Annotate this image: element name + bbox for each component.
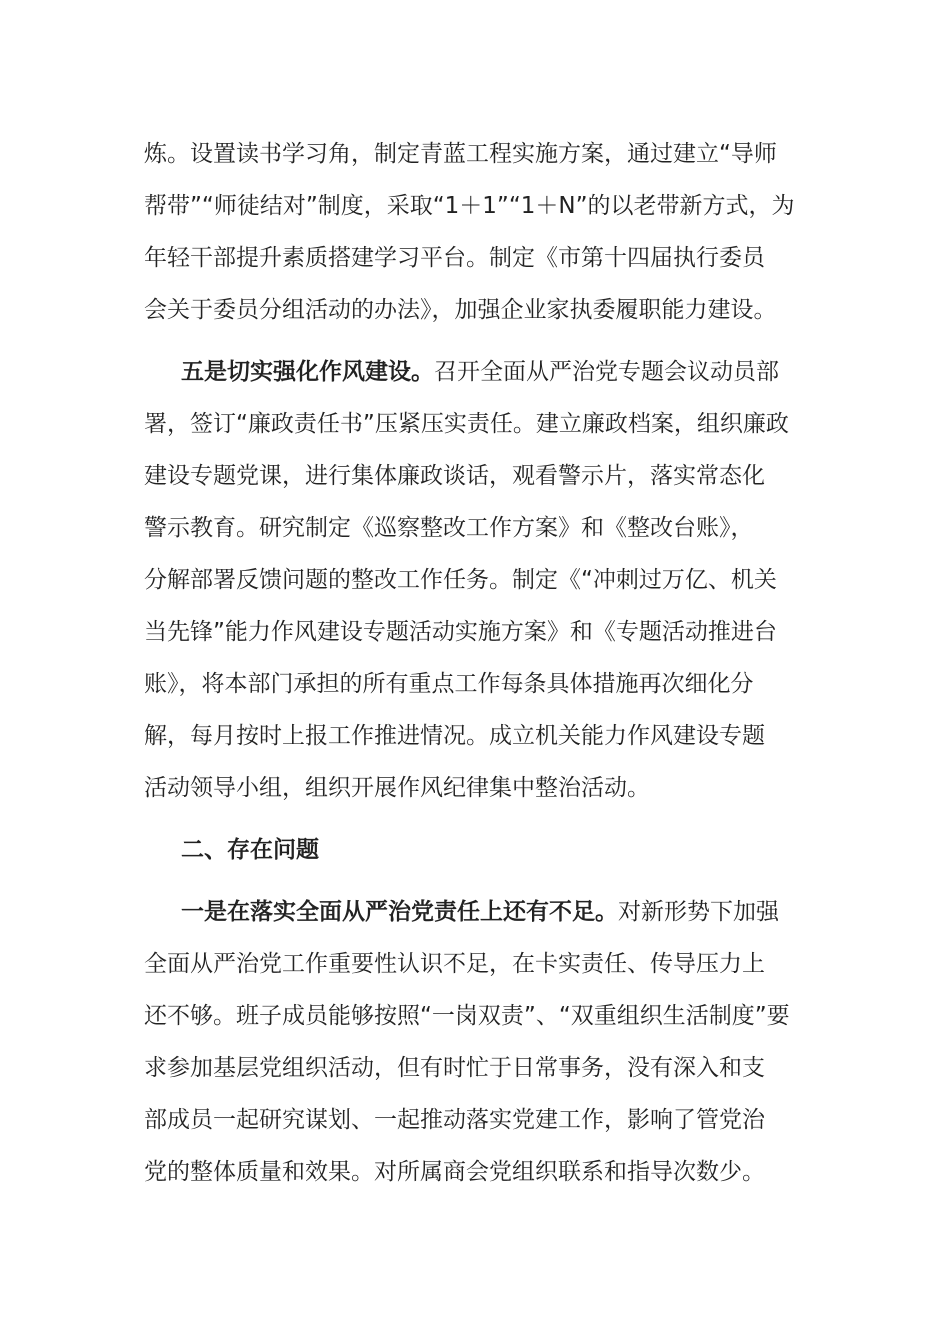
text-line: 还不够。班子成员能够按照“一岗双责”、“双重组织生活制度”要 (144, 1003, 790, 1029)
section-heading-block (144, 824, 806, 876)
text-line-first (144, 886, 806, 938)
text-line: 年轻干部提升素质搭建学习平台。制定《市第十四届执行委员 (144, 245, 765, 271)
text-line: 署，签订“廉政责任书”压紧压实责任。建立廉政档案，组织廉政 (144, 411, 789, 437)
text-line: 账》，将本部门承担的所有重点工作每条具体措施再次细化分 (144, 671, 754, 697)
text-line: 全面从严治党工作重要性认识不足，在卡实责任、传导压力上 (144, 951, 765, 977)
paragraph-heading: 五是切实强化作风建设。 (181, 359, 434, 385)
paragraph-problems (144, 886, 806, 1198)
text-line: 当先锋”能力作风建设专题活动实施方案》和《专题活动推进台 (144, 619, 777, 645)
section-heading: 二、存在问题 (181, 837, 319, 863)
paragraph-heading: 一是在落实全面从严治党责任上还有不足。 (181, 899, 618, 925)
text-line: 求参加基层党组织活动，但有时忙于日常事务，没有深入和支 (144, 1055, 765, 1081)
text-line: 炼。设置读书学习角，制定青蓝工程实施方案，通过建立“导师 (144, 141, 777, 167)
text-line: 帮带”“师徒结对”制度，采取“1＋1”“1＋N”的以老带新方式，为 (144, 193, 795, 219)
paragraph-continuation (144, 128, 806, 336)
document-page (144, 128, 806, 1208)
text-line: 解，每月按时上报工作推进情况。成立机关能力作风建设专题 (144, 723, 765, 749)
paragraph-style-building (144, 346, 806, 814)
text-line: 会关于委员分组活动的办法》，加强企业家执委履职能力建设。 (144, 297, 777, 323)
text-line: 部成员一起研究谋划、一起推动落实党建工作，影响了管党治 (144, 1107, 765, 1133)
text-line: 活动领导小组，组织开展作风纪律集中整治活动。 (144, 775, 650, 801)
text-run: 召开全面从严治党专题会议动员部 (434, 359, 779, 385)
text-run: 对新形势下加强 (618, 899, 779, 925)
text-line: 警示教育。研究制定《巡察整改工作方案》和《整改台账》， (144, 515, 754, 541)
text-line: 党的整体质量和效果。对所属商会党组织联系和指导次数少。 (144, 1159, 765, 1185)
text-line: 分解部署反馈问题的整改工作任务。制定《“冲刺过万亿、机关 (144, 567, 777, 593)
text-line-first (144, 346, 806, 398)
text-line: 建设专题党课，进行集体廉政谈话，观看警示片，落实常态化 (144, 463, 765, 489)
